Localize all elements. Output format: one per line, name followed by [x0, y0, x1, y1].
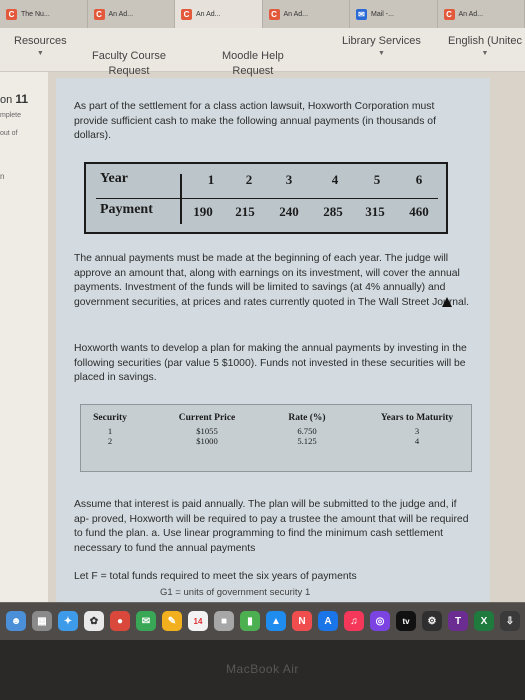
year-cell: 4	[331, 172, 339, 187]
year-cell: 5	[373, 172, 381, 187]
numbers-icon[interactable]: ▮	[240, 611, 260, 631]
browser-tab-4[interactable]	[263, 0, 351, 28]
table-cell: 6.750	[297, 426, 317, 436]
tab-label: An Ad...	[458, 10, 484, 18]
question-sidebar	[0, 72, 48, 602]
calendar-badge: 14	[193, 616, 203, 626]
browser-tab-1[interactable]	[0, 0, 88, 28]
macos-dock	[0, 602, 525, 640]
mouse-pointer-icon	[442, 297, 452, 307]
table-cell: $1000	[196, 436, 218, 446]
bookmark-label: English (Unitec	[448, 35, 522, 47]
c-logo-icon: C	[181, 9, 192, 20]
caret-down-icon: ▼	[36, 50, 44, 57]
year-cell: 2	[245, 172, 253, 187]
payment-rules-paragraph: The annual payments must be made at the beginning of each year. The judge will approve an amount that, along with earnings on its investment, will cover the annual payments. Investment of the funds will be limited to savings (at 4% annually) and government securities, at prices and rates currently quoted in The Wall Street Journal.	[74, 253, 470, 308]
tab-label: An Ad...	[196, 10, 221, 18]
rate-column	[277, 413, 337, 446]
c-logo-icon: C	[269, 9, 280, 20]
notes-icon[interactable]: ✎	[162, 611, 182, 631]
browser-tab-5[interactable]	[350, 0, 438, 28]
bookmark-label: Library Services	[342, 35, 421, 47]
question-number: on 11	[0, 92, 28, 106]
bookmark-label: Resources	[14, 35, 67, 47]
investment-plan-paragraph: Hoxworth wants to develop a plan for making the annual payments by investing in the following securities (par value 5 $1000). Funds not invested in these securities will be placed in savings.	[74, 343, 467, 384]
table-cell: $1055	[196, 426, 218, 436]
music-icon[interactable]: ♫	[344, 611, 364, 631]
podcasts-icon[interactable]: ◎	[370, 611, 390, 631]
browser-tab-2[interactable]	[88, 0, 176, 28]
browser-tab-6[interactable]	[438, 0, 525, 28]
c-logo-icon: C	[94, 9, 105, 20]
year-cell: 3	[285, 172, 293, 187]
tab-label: An Ad...	[108, 10, 134, 18]
variable-definition-f: Let F = total funds required to meet the six years of payments	[74, 571, 357, 582]
app-store-icon[interactable]: A	[318, 611, 338, 631]
payment-cell: 240	[279, 204, 299, 219]
tv-label: tv	[402, 616, 410, 626]
securities-table	[80, 404, 472, 472]
bookmark-label: Moodle Help Request	[222, 50, 284, 77]
teams-icon[interactable]: T	[448, 611, 468, 631]
laptop-brand-label: MacBook Air	[226, 662, 299, 676]
payment-cell: 285	[323, 204, 343, 219]
year-cell: 1	[207, 172, 215, 187]
calendar-icon[interactable]	[188, 611, 208, 631]
bookmark-resources[interactable]	[14, 34, 67, 58]
bookmark-label: Faculty Course Request	[92, 50, 166, 77]
tab-label: The Nu...	[21, 10, 50, 18]
table-cell: 1	[107, 426, 113, 436]
table-cell: 2	[107, 436, 113, 446]
column-header: Current Price	[178, 413, 236, 423]
table-cell: 3	[414, 426, 420, 436]
c-logo-icon: C	[6, 9, 17, 20]
launchpad-icon[interactable]: ▦	[32, 611, 52, 631]
bookmark-moodle-help-request[interactable]	[222, 34, 284, 79]
security-column	[85, 413, 135, 446]
photos-icon[interactable]: ✿	[84, 611, 104, 631]
payments-table	[84, 162, 448, 234]
payment-row-label: Payment	[100, 202, 153, 217]
years-to-maturity-column	[365, 413, 469, 446]
year-cell: 6	[415, 172, 423, 187]
news-icon[interactable]: N	[292, 611, 312, 631]
question-mark-label: n	[0, 172, 5, 181]
caret-down-icon: ▼	[377, 50, 385, 57]
messages-icon[interactable]: ✉	[136, 611, 156, 631]
downloads-icon[interactable]: ⇩	[500, 611, 520, 631]
browser-tab-3[interactable]	[175, 0, 263, 28]
current-price-column	[165, 413, 249, 446]
photo-booth-icon[interactable]: ●	[110, 611, 130, 631]
apple-tv-icon[interactable]	[396, 611, 416, 631]
c-logo-icon: C	[444, 9, 455, 20]
bookmark-faculty-course-request[interactable]	[92, 34, 166, 79]
bookmark-english-united[interactable]	[448, 34, 522, 58]
keynote-icon[interactable]: ▲	[266, 611, 286, 631]
table-horizontal-divider	[96, 198, 438, 199]
freeform-icon[interactable]: ■	[214, 611, 234, 631]
variable-definition-g1-cut: G1 = units of government security 1	[160, 588, 311, 598]
table-vertical-divider	[180, 174, 182, 224]
payment-cell: 215	[235, 204, 255, 219]
system-settings-icon[interactable]: ⚙	[422, 611, 442, 631]
tab-label: Mail -...	[371, 10, 394, 18]
payment-cell: 315	[365, 204, 385, 219]
column-header: Rate (%)	[288, 413, 326, 423]
finder-icon[interactable]: ☻	[6, 611, 26, 631]
safari-icon[interactable]: ✦	[58, 611, 78, 631]
table-cell: 5.125	[297, 436, 317, 446]
mail-icon: ✉	[356, 9, 367, 20]
table-cell: 4	[414, 436, 420, 446]
intro-paragraph: As part of the settlement for a class action lawsuit, Hoxworth Corporation must provide sufficient cash to make the following annual payments (in thousands of dollars).	[74, 101, 436, 142]
year-row-label: Year	[100, 171, 128, 186]
payment-cell: 190	[193, 204, 213, 219]
tab-label: An Ad...	[283, 10, 309, 18]
column-header: Years to Maturity	[380, 413, 454, 423]
question-status: mplete	[0, 112, 22, 119]
bookmark-library-services[interactable]	[342, 34, 421, 58]
assumption-paragraph: Assume that interest is paid annually. The plan will be submitted to the judge and, if ap- proved, Hoxworth will be required to pay a trustee the amount that will be required to fund the plan. a. Use linear programming to find the minimum cash settlement necessary to fund the annual payments	[74, 499, 469, 554]
caret-down-icon: ▼	[481, 50, 489, 57]
excel-icon[interactable]: X	[474, 611, 494, 631]
question-points: out of	[0, 130, 18, 137]
payment-cell: 460	[409, 204, 429, 219]
column-header: Security	[93, 413, 127, 423]
bookmarks-bar	[0, 28, 525, 77]
browser-tab-strip	[0, 0, 525, 28]
